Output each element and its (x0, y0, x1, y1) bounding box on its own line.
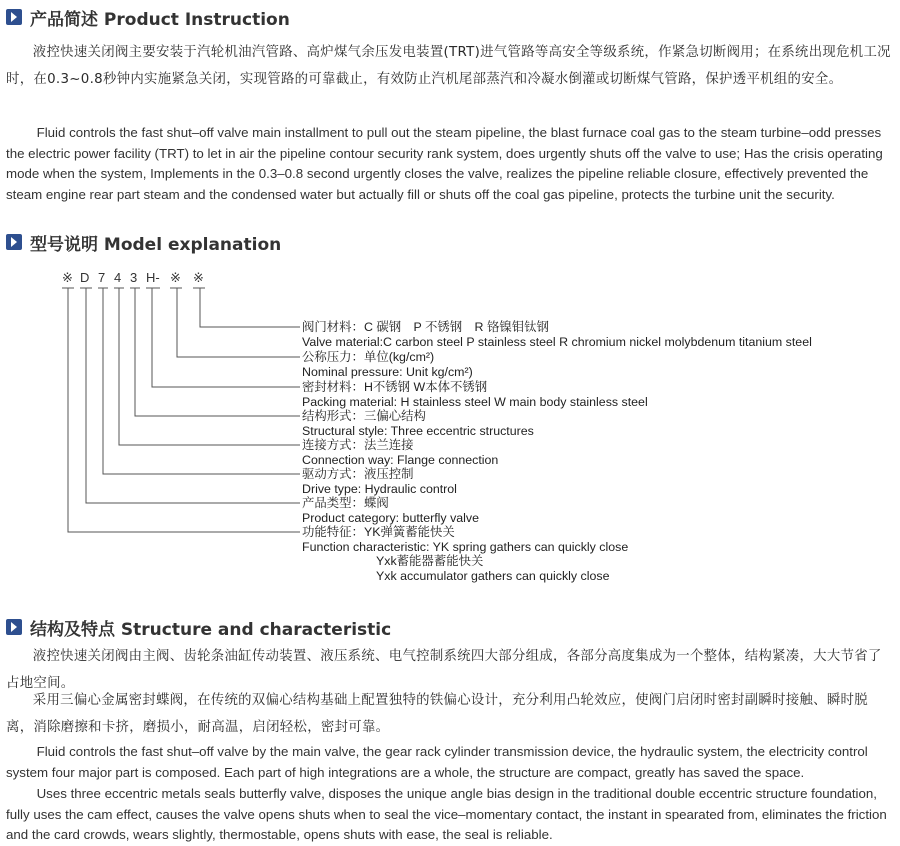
model-code-char: 7 (98, 270, 106, 285)
product-zh-paragraph: 液控快速关闭阀主要安装于汽轮机油汽管路、高炉煤气余压发电装置(TRT)进气管路等高安全等级系统，作紧急切断阀用；在系统出现危机工况时，在0.3~0.8秒钟内实施紧急关闭，实现管路的可靠截止，有效防止汽机尾部蒸汽和冷凝水倒灌或切断煤气管路，保护透平机组的安全。 (6, 45, 891, 87)
legend-packing-material (302, 380, 648, 409)
legend-cn: 产品类型：蝶阀 (302, 496, 389, 510)
legend-valve-material (302, 320, 812, 349)
legend-en: Yxk accumulator gathers can quickly close (376, 568, 610, 583)
legend-cn: 功能特征：YK弹簧蓄能快关 (302, 525, 455, 539)
legend-en: Drive type: Hydraulic control (302, 481, 457, 496)
legend-structural-style (302, 409, 534, 438)
legend-en: Function characteristic: YK spring gathers can quickly close (302, 539, 629, 554)
section-title: 产品简述 Product Instruction (30, 9, 290, 30)
legend-product-category (302, 496, 479, 525)
structure-en-paragraph-2: Uses three eccentric metals seals butterfly valve, disposes the unique angle bias design in the traditional double eccentric structure foundation, fully uses the cam effect, causes the valve opens shuts when to seal the vice–momentary contact, the instant in spearated from, eliminates the friction and the card crowds, wears slightly, thermostable, opens shuts with ease, the seal is reliable. (6, 786, 887, 843)
model-code-char: ※ (170, 270, 181, 285)
legend-en: Connection way: Flange connection (302, 452, 499, 467)
product-en-paragraph: Fluid controls the fast shut–off valve main installment to pull out the steam pipeline, the blast furnace coal gas to the steam turbine–odd presses the electric power facility (TRT) to let in air the pipeline contour security rank system, does urgently shuts off the valve to use; Has the crisis operating mode when the system, Implements in the 0.3–0.8 second urgently closes the valve, realizes the pipeline reliable closure, effectively prevented the steam engine rear part steam and the condensed water but actually fill or shuts off the coal gas pipeline, protects the turbine unit the security. (6, 125, 883, 203)
model-code-char: D (80, 270, 90, 285)
section-title: 结构及特点 Structure and characteristic (30, 619, 392, 640)
structure-zh-paragraph-1: 液控快速关闭阀由主阀、齿轮条油缸传动装置、液压系统、电气控制系统四大部分组成，各部分高度集成为一个整体，结构紧凑，大大节省了占地空间。 (6, 649, 882, 691)
legend-en: Valve material:C carbon steel P stainless steel R chromium nickel molybdenum titanium steel (302, 334, 812, 349)
model-code-char: H- (146, 270, 160, 285)
model-code-char: ※ (193, 270, 204, 285)
legend-cn: 连接方式：法兰连接 (302, 438, 414, 452)
model-code-char: 3 (130, 270, 138, 285)
legend-nominal-pressure (302, 350, 473, 379)
legend-cn: 结构形式：三偏心结构 (302, 409, 426, 423)
legend-connection-way (302, 438, 498, 467)
legend-cn: 公称压力：单位(kg/cm²) (302, 350, 435, 364)
model-code-char: ※ (62, 270, 73, 285)
section-header-structure (6, 616, 391, 638)
model-code-char: 4 (114, 270, 122, 285)
section-title: 型号说明 Model explanation (30, 234, 282, 255)
structure-en-paragraph-1: Fluid controls the fast shut–off valve by the main valve, the gear rack cylinder transmission device, the hydraulic system, the electricity control system four major part is composed. Each part of high integrations are a whole, the structure are compact, greatly has saved the space. (6, 744, 868, 780)
legend-cn: 阀门材料：C 碳钢 P 不锈钢 R 铬镍钼钛钢 (302, 320, 549, 334)
legend-cn: Yxk蓄能器蓄能快关 (376, 554, 484, 569)
legend-drive-type (302, 467, 457, 496)
legend-en: Packing material: H stainless steel W main body stainless steel (302, 394, 648, 409)
legend-function-characteristic (302, 525, 628, 583)
legend-cn: 驱动方式：液压控制 (302, 467, 414, 481)
structure-zh-paragraph-2: 采用三偏心金属密封蝶阀，在传统的双偏心结构基础上配置独特的铁偏心设计，充分利用凸轮效应，使阀门启闭时密封副瞬时接触、瞬时脱离，消除磨擦和卡挤，磨损小，耐高温，启闭轻松，密封可靠。 (6, 693, 868, 735)
legend-en: Structural style: Three eccentric structures (302, 423, 534, 438)
arrow-right-icon (6, 619, 22, 635)
legend-cn: 密封材料：H不锈钢 W本体不锈钢 (302, 380, 488, 394)
legend-en: Nominal pressure: Unit kg/cm²) (302, 364, 473, 379)
legend-en: Product category: butterfly valve (302, 510, 479, 525)
